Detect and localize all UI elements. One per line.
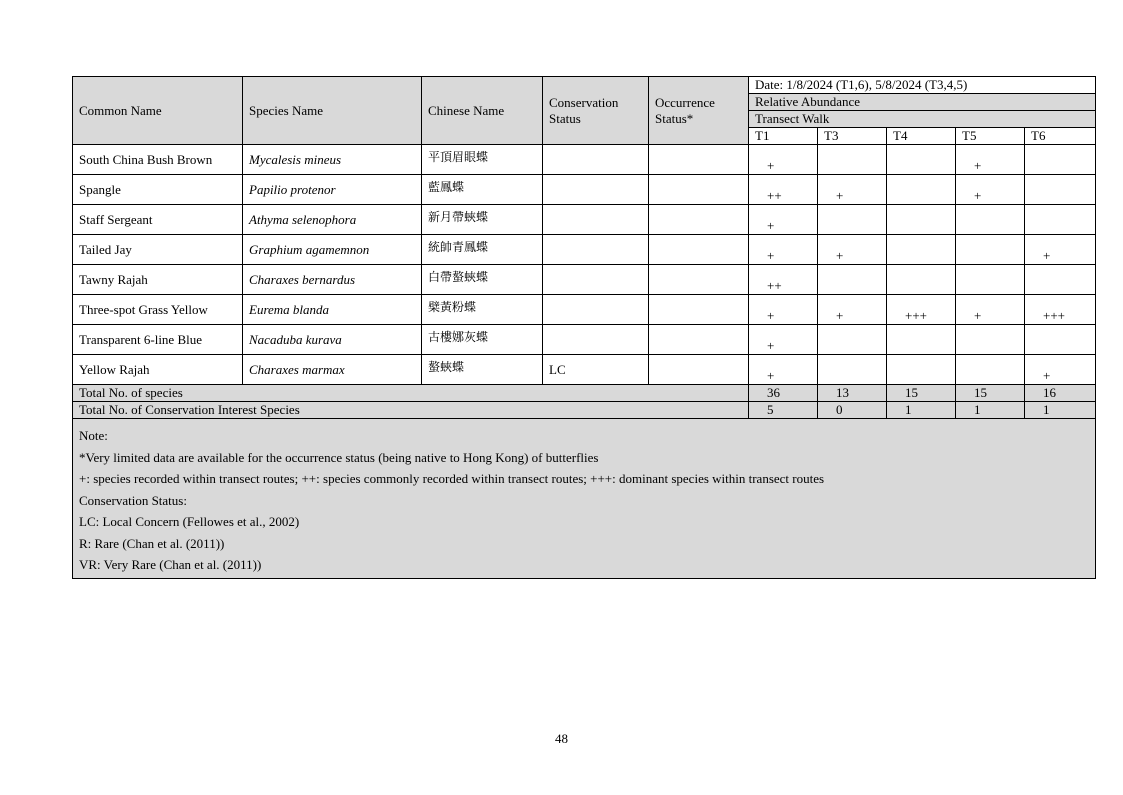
abundance-cell: + — [1025, 355, 1096, 385]
abundance-cell — [956, 205, 1025, 235]
abundance-cell — [1025, 325, 1096, 355]
conservation-status-cell: LC — [543, 355, 649, 385]
chinese-name-cell: 白帶螯蛺蝶 — [422, 265, 543, 295]
abundance-cell: ++ — [749, 175, 818, 205]
conservation-status-cell — [543, 145, 649, 175]
conservation-status-cell — [543, 235, 649, 265]
occurrence-status-cell — [649, 205, 749, 235]
species-name-cell: Papilio protenor — [243, 175, 422, 205]
common-name-cell: Yellow Rajah — [73, 355, 243, 385]
abundance-cell — [1025, 145, 1096, 175]
common-name-cell: Spangle — [73, 175, 243, 205]
page-number: 48 — [555, 731, 568, 746]
table-header — [73, 77, 1096, 145]
abundance-cell — [887, 145, 956, 175]
species-name-cell: Charaxes bernardus — [243, 265, 422, 295]
species-name-cell: Athyma selenophora — [243, 205, 422, 235]
chinese-name-cell: 平頂眉眼蝶 — [422, 145, 543, 175]
common-name-cell: Staff Sergeant — [73, 205, 243, 235]
header-chinese-name: Chinese Name — [422, 77, 543, 145]
abundance-cell — [887, 355, 956, 385]
chinese-name-cell: 藍鳳蝶 — [422, 175, 543, 205]
table-row — [73, 355, 1096, 385]
note-vr: VR: Very Rare (Chan et al. (2011)) — [79, 557, 262, 572]
abundance-cell: + — [956, 295, 1025, 325]
total-species-label: Total No. of species — [73, 385, 749, 402]
common-name-cell: Tawny Rajah — [73, 265, 243, 295]
table-row — [73, 265, 1096, 295]
table-row — [73, 295, 1096, 325]
total-species-t5: 15 — [956, 385, 1025, 402]
butterfly-survey-table-container — [72, 76, 1095, 579]
species-name-cell: Nacaduba kurava — [243, 325, 422, 355]
abundance-cell: + — [818, 175, 887, 205]
abundance-cell — [1025, 175, 1096, 205]
note-lc: LC: Local Concern (Fellowes et al., 2002) — [79, 514, 300, 529]
occurrence-status-cell — [649, 235, 749, 265]
abundance-cell — [818, 355, 887, 385]
species-name-cell: Mycalesis mineus — [243, 145, 422, 175]
occurrence-status-cell — [649, 145, 749, 175]
abundance-cell — [818, 145, 887, 175]
header-occurrence-status: Occurrence Status* — [649, 77, 749, 145]
note-r: R: Rare (Chan et al. (2011)) — [79, 535, 225, 551]
header-transect-walk: Transect Walk — [749, 111, 1096, 128]
total-conservation-t5: 1 — [956, 402, 1025, 419]
abundance-cell: + — [749, 355, 818, 385]
note-occurrence: *Very limited data are available for the occurrence status (being native to Hong Kong) of butterflies — [79, 449, 599, 465]
abundance-cell — [1025, 205, 1096, 235]
total-conservation-label: Total No. of Conservation Interest Species — [73, 402, 749, 419]
abundance-cell — [887, 205, 956, 235]
conservation-status-cell — [543, 295, 649, 325]
chinese-name-cell: 檗黃粉蝶 — [422, 295, 543, 325]
header-transect-t5: T5 — [956, 128, 1025, 145]
abundance-cell — [956, 325, 1025, 355]
abundance-cell: + — [818, 235, 887, 265]
header-transect-t3: T3 — [818, 128, 887, 145]
abundance-cell: ++ — [749, 265, 818, 295]
abundance-cell — [818, 265, 887, 295]
conservation-status-cell — [543, 265, 649, 295]
common-name-cell: Tailed Jay — [73, 235, 243, 265]
header-species-name: Species Name — [243, 77, 422, 145]
abundance-cell — [818, 205, 887, 235]
table-row — [73, 205, 1096, 235]
chinese-name-cell: 新月帶蛺蝶 — [422, 205, 543, 235]
species-name-cell: Graphium agamemnon — [243, 235, 422, 265]
chinese-name-cell: 螯蛺蝶 — [422, 355, 543, 385]
notes-cell — [73, 419, 1096, 579]
conservation-status-cell — [543, 205, 649, 235]
conservation-status-cell — [543, 175, 649, 205]
header-conservation-status: Conservation Status — [543, 77, 649, 145]
abundance-cell — [956, 235, 1025, 265]
total-species-t6: 16 — [1025, 385, 1096, 402]
table-row — [73, 235, 1096, 265]
note-abundance-legend: +: species recorded within transect routes; ++: species commonly recorded within transect routes; +++: dominant species within transect routes — [79, 471, 825, 486]
total-conservation-t1: 5 — [749, 402, 818, 419]
header-relative-abundance: Relative Abundance — [749, 94, 1096, 111]
note-heading: Note: — [79, 428, 108, 443]
abundance-cell: +++ — [887, 295, 956, 325]
table-body — [73, 145, 1096, 385]
total-species-t3: 13 — [818, 385, 887, 402]
abundance-cell: + — [749, 295, 818, 325]
common-name-cell: Three-spot Grass Yellow — [73, 295, 243, 325]
header-common-name: Common Name — [73, 77, 243, 145]
abundance-cell: + — [1025, 235, 1096, 265]
abundance-cell: + — [749, 205, 818, 235]
chinese-name-cell: 統帥青鳳蝶 — [422, 235, 543, 265]
total-conservation-t6: 1 — [1025, 402, 1096, 419]
header-date: Date: 1/8/2024 (T1,6), 5/8/2024 (T3,4,5) — [749, 77, 1096, 94]
total-conservation-t4: 1 — [887, 402, 956, 419]
butterfly-survey-table — [72, 76, 1096, 579]
table-row — [73, 145, 1096, 175]
occurrence-status-cell — [649, 325, 749, 355]
abundance-cell: + — [749, 325, 818, 355]
abundance-cell — [1025, 265, 1096, 295]
common-name-cell: Transparent 6-line Blue — [73, 325, 243, 355]
abundance-cell — [956, 355, 1025, 385]
occurrence-status-cell — [649, 295, 749, 325]
abundance-cell — [887, 325, 956, 355]
species-name-cell: Charaxes marmax — [243, 355, 422, 385]
common-name-cell: South China Bush Brown — [73, 145, 243, 175]
abundance-cell — [887, 265, 956, 295]
abundance-cell: + — [956, 145, 1025, 175]
occurrence-status-cell — [649, 265, 749, 295]
table-row — [73, 175, 1096, 205]
occurrence-status-cell — [649, 175, 749, 205]
abundance-cell: + — [818, 295, 887, 325]
abundance-cell — [956, 265, 1025, 295]
note-conservation-heading: Conservation Status: — [79, 492, 187, 508]
header-transect-t1: T1 — [749, 128, 818, 145]
table-footer — [73, 385, 1096, 579]
species-name-cell: Eurema blanda — [243, 295, 422, 325]
total-species-t4: 15 — [887, 385, 956, 402]
abundance-cell: + — [749, 145, 818, 175]
abundance-cell — [818, 325, 887, 355]
abundance-cell: + — [749, 235, 818, 265]
chinese-name-cell: 古樓娜灰蝶 — [422, 325, 543, 355]
abundance-cell — [887, 175, 956, 205]
abundance-cell: + — [956, 175, 1025, 205]
header-transect-t4: T4 — [887, 128, 956, 145]
abundance-cell: +++ — [1025, 295, 1096, 325]
table-row — [73, 325, 1096, 355]
header-transect-t6: T6 — [1025, 128, 1096, 145]
total-species-t1: 36 — [749, 385, 818, 402]
abundance-cell — [887, 235, 956, 265]
conservation-status-cell — [543, 325, 649, 355]
total-conservation-t3: 0 — [818, 402, 887, 419]
occurrence-status-cell — [649, 355, 749, 385]
